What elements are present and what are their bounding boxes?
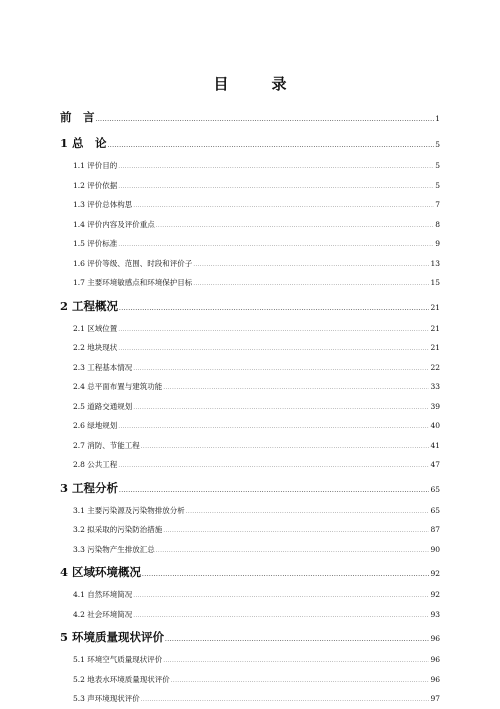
toc-page-number: 21 xyxy=(430,302,440,312)
toc-entry-label: 1.7 主要环境敏感点和环境保护目标 xyxy=(73,278,193,287)
toc-section-entry[interactable] xyxy=(60,455,440,475)
toc-page-number: 47 xyxy=(430,460,440,469)
dot-leader xyxy=(163,529,429,534)
dot-leader xyxy=(118,464,429,469)
toc-section-entry[interactable] xyxy=(60,501,440,521)
dot-leader xyxy=(96,118,435,123)
toc-page-number: 5 xyxy=(435,140,440,149)
toc-entry-label: 3.2 拟采取的污染防治措施 xyxy=(73,525,163,534)
toc-entry-label: 2.6 绿地规划 xyxy=(73,421,118,430)
toc-entry-label: 前 言 xyxy=(60,110,95,124)
toc-page-number: 8 xyxy=(435,219,440,229)
toc-section-entry[interactable] xyxy=(60,605,440,625)
dot-leader xyxy=(156,224,434,229)
toc-page-number: 5 xyxy=(435,161,440,170)
dot-leader xyxy=(193,282,429,287)
toc-page-number: 7 xyxy=(435,200,440,209)
toc-entry-label: 1.2 评价依据 xyxy=(73,180,118,190)
toc-entry-label: 4.2 社会环境简况 xyxy=(73,609,133,619)
toc-entry-label: 2.1 区域位置 xyxy=(73,323,118,333)
page-title: 目 录 xyxy=(213,75,301,93)
toc-entry-label: 5.2 地表水环境质量现状评价 xyxy=(73,674,170,684)
toc-section-entry[interactable] xyxy=(60,689,440,709)
toc-page-number: 21 xyxy=(430,343,440,352)
toc-entry-label: 2.2 地块现状 xyxy=(73,343,118,352)
toc-entry-label: 5 环境质量现状评价 xyxy=(60,630,165,644)
dot-leader xyxy=(119,307,429,312)
dot-leader xyxy=(186,510,430,515)
dot-leader xyxy=(163,386,429,391)
dot-leader xyxy=(108,144,435,149)
toc-page-number: 93 xyxy=(430,609,440,619)
toc-page-number: 92 xyxy=(430,569,440,578)
toc-page-number: 39 xyxy=(430,401,440,411)
toc-entry-label: 1.3 评价总体构思 xyxy=(73,200,133,209)
dot-leader xyxy=(163,659,429,664)
dot-leader xyxy=(118,425,429,430)
toc-section-entry[interactable] xyxy=(60,520,440,540)
toc-entry-label: 1.5 评价标准 xyxy=(73,239,118,248)
dot-leader xyxy=(118,165,434,170)
dot-leader xyxy=(141,445,430,450)
toc-chapter-entry[interactable] xyxy=(60,104,440,130)
toc-chapter-entry[interactable] xyxy=(60,559,440,585)
toc-entry-label: 3.3 污染物产生排放汇总 xyxy=(73,544,155,554)
toc-entry-label: 5.1 环境空气质量现状评价 xyxy=(73,655,163,664)
table-of-contents xyxy=(60,104,440,709)
toc-page-number: 87 xyxy=(430,525,440,534)
toc-section-entry[interactable] xyxy=(60,215,440,235)
toc-entry-label: 1.6 评价等级、范围、时段和评价子 xyxy=(73,258,193,268)
dot-leader xyxy=(133,614,429,619)
toc-page-number: 92 xyxy=(430,590,440,599)
toc-page-number: 96 xyxy=(430,655,440,664)
toc-section-entry[interactable] xyxy=(60,397,440,417)
toc-entry-label: 1.4 评价内容及评价重点 xyxy=(73,219,155,229)
toc-page-number: 33 xyxy=(430,382,440,391)
toc-page-number: 9 xyxy=(435,239,440,248)
toc-page-number: 40 xyxy=(430,421,440,430)
dot-leader xyxy=(133,204,434,209)
toc-section-entry[interactable] xyxy=(60,377,440,397)
toc-section-entry[interactable] xyxy=(60,273,440,293)
dot-leader xyxy=(118,185,434,190)
toc-entry-label: 1 总 论 xyxy=(60,136,107,150)
dot-leader xyxy=(141,698,430,703)
toc-page-number: 22 xyxy=(430,362,440,372)
toc-section-entry[interactable] xyxy=(60,338,440,358)
toc-chapter-entry[interactable] xyxy=(60,293,440,319)
dot-leader xyxy=(133,594,429,599)
toc-page-number: 1 xyxy=(435,114,440,123)
toc-page-number: 5 xyxy=(435,180,440,190)
dot-leader xyxy=(142,573,429,578)
toc-entry-label: 4 区域环境概况 xyxy=(60,565,142,579)
dot-leader xyxy=(118,328,429,333)
dot-leader xyxy=(118,347,429,352)
dot-leader xyxy=(165,638,429,643)
toc-entry-label: 3.1 主要污染源及污染物排放分析 xyxy=(73,505,185,515)
toc-entry-label: 4.1 自然环境简况 xyxy=(73,590,133,599)
toc-section-entry[interactable] xyxy=(60,358,440,378)
toc-section-entry[interactable] xyxy=(60,540,440,560)
toc-page-number: 65 xyxy=(430,484,440,494)
toc-entry-label: 2.8 公共工程 xyxy=(73,460,118,469)
toc-chapter-entry[interactable] xyxy=(60,624,440,650)
toc-page-number: 96 xyxy=(430,634,440,643)
toc-entry-label: 2 工程概况 xyxy=(60,298,119,313)
toc-page-number: 13 xyxy=(430,258,440,268)
toc-chapter-entry[interactable] xyxy=(60,475,440,501)
toc-section-entry[interactable] xyxy=(60,416,440,436)
toc-page-number: 65 xyxy=(430,505,440,515)
toc-entry-label: 3 工程分析 xyxy=(60,480,119,495)
toc-section-entry[interactable] xyxy=(60,670,440,690)
toc-entry-label: 2.4 总平面布置与建筑功能 xyxy=(73,382,163,391)
toc-chapter-entry[interactable] xyxy=(60,130,440,156)
toc-section-entry[interactable] xyxy=(60,319,440,339)
dot-leader xyxy=(171,679,430,684)
toc-entry-label: 2.3 工程基本情况 xyxy=(73,362,133,372)
toc-page-number: 15 xyxy=(430,278,440,287)
toc-entry-label: 2.7 消防、节能工程 xyxy=(73,440,140,450)
dot-leader xyxy=(156,549,430,554)
toc-section-entry[interactable] xyxy=(60,436,440,456)
toc-page-number: 90 xyxy=(430,544,440,554)
toc-page-number: 21 xyxy=(430,323,440,333)
toc-entry-label: 2.5 道路交通规划 xyxy=(73,401,133,411)
toc-entry-label: 1.1 评价目的 xyxy=(73,161,118,170)
dot-leader xyxy=(193,263,429,268)
toc-section-entry[interactable] xyxy=(60,254,440,274)
toc-entry-label: 5.3 声环境现状评价 xyxy=(73,694,140,703)
toc-section-entry[interactable] xyxy=(60,195,440,215)
toc-section-entry[interactable] xyxy=(60,234,440,254)
toc-page-number: 97 xyxy=(430,694,440,703)
toc-section-entry[interactable] xyxy=(60,156,440,176)
toc-page-number: 41 xyxy=(430,440,440,450)
toc-section-entry[interactable] xyxy=(60,585,440,605)
dot-leader xyxy=(119,489,429,494)
dot-leader xyxy=(133,367,429,372)
toc-section-entry[interactable] xyxy=(60,176,440,196)
dot-leader xyxy=(133,406,429,411)
toc-section-entry[interactable] xyxy=(60,650,440,670)
dot-leader xyxy=(118,243,434,248)
toc-page-number: 96 xyxy=(430,674,440,684)
